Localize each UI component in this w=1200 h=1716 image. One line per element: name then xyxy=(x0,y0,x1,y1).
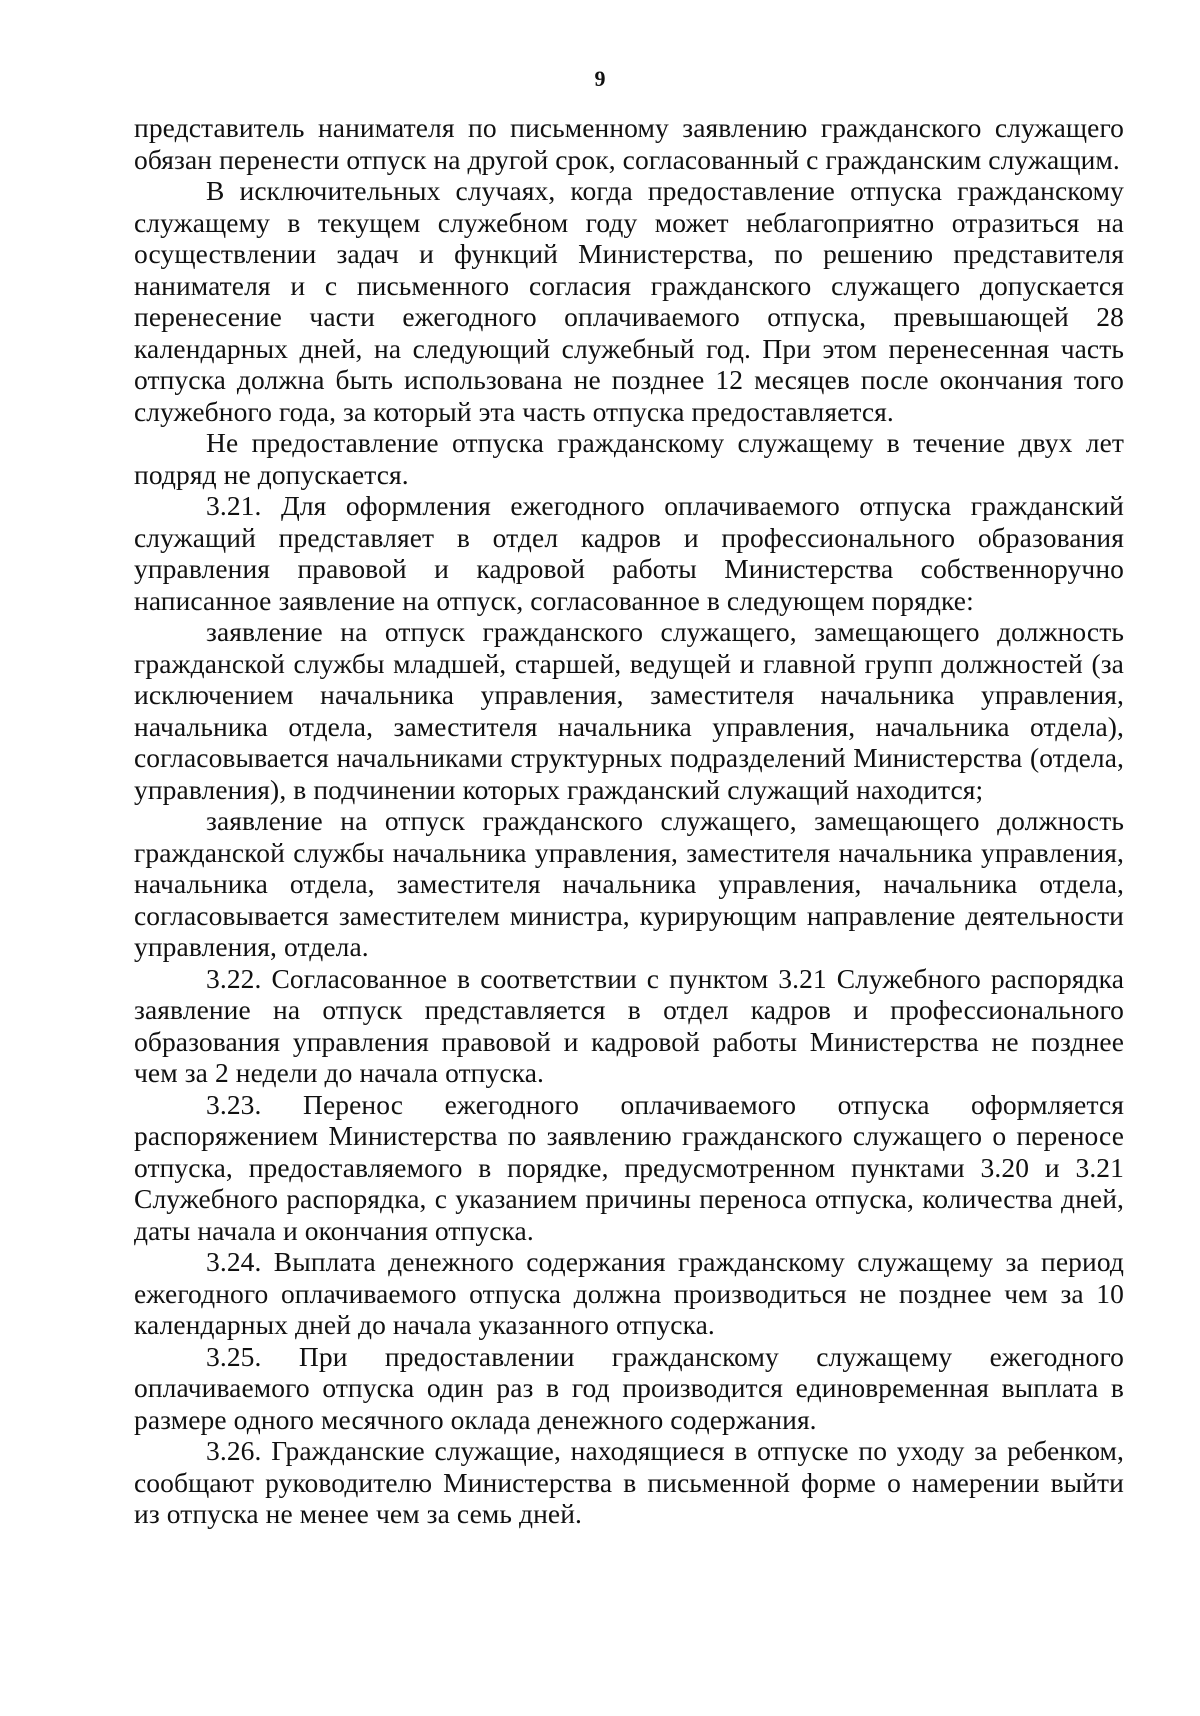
paragraph-3-23: 3.23. Перенос ежегодного оплачиваемого отпуска оформляется распоряжением Министерства по заявлению гражданского служащего о переносе отпуска, предоставляемого в порядке, предусмотренном пунктами 3.20 и 3.21 Служебного распорядка, с указанием причины переноса отпуска, количества дней, даты начала и окончания отпуска. xyxy=(134,1088,1124,1246)
paragraph-exceptional-cases: В исключительных случаях, когда предоставление отпуска гражданскому служащему в текущем служебном году может неблагоприятно отразиться на осуществлении задач и функций Министерства, по решению представителя нанимателя и с письменного согласия гражданского служащего допускается перенесение части ежегодного оплачиваемого отпуска, превышающей 28 календарных дней, на следующий служебный год. При этом перенесенная часть отпуска должна быть использована не позднее 12 месяцев после окончания того служебного года, за который эта часть отпуска предоставляется. xyxy=(134,175,1124,427)
paragraph-3-24: 3.24. Выплата денежного содержания гражданскому служащему за период ежегодного оплачиваемого отпуска должна производиться не позднее чем за 10 календарных дней до начала указанного отпуска. xyxy=(134,1246,1124,1340)
paragraph-3-21-junior-groups: заявление на отпуск гражданского служащего, замещающего должность гражданской службы младшей, старшей, ведущей и главной групп должностей (за исключением начальника управления, заместителя начальника управления, начальника отдела, заместителя начальника управления, начальника отдела), согласовывается начальниками структурных подразделений Министерства (отдела, управления), в подчинении которых гражданский служащий находится; xyxy=(134,616,1124,805)
paragraph-3-26: 3.26. Гражданские служащие, находящиеся в отпуске по уходу за ребенком, сообщают руководителю Министерства в письменной форме о намерении выйти из отпуска не менее чем за семь дней. xyxy=(134,1435,1124,1529)
paragraph-continuation: представитель нанимателя по письменному заявлению гражданского служащего обязан перенести отпуск на другой срок, согласованный с гражданским служащим. xyxy=(134,112,1124,175)
document-body xyxy=(134,112,1124,1530)
paragraph-two-years: Не предоставление отпуска гражданскому служащему в течение двух лет подряд не допускается. xyxy=(134,427,1124,490)
page-number: 9 xyxy=(594,66,606,91)
paragraph-3-25: 3.25. При предоставлении гражданскому служащему ежегодного оплачиваемого отпуска один раз в год производится единовременная выплата в размере одного месячного оклада денежного содержания. xyxy=(134,1340,1124,1435)
paragraph-3-22: 3.22. Согласованное в соответствии с пунктом 3.21 Служебного распорядка заявление на отпуск представляется в отдел кадров и профессионального образования управления правовой и кадровой работы Министерства не позднее чем за 2 недели до начала отпуска. xyxy=(134,962,1124,1088)
paragraph-3-21: 3.21. Для оформления ежегодного оплачиваемого отпуска гражданский служащий представляет в отдел кадров и профессионального образования управления правовой и кадровой работы Министерства собственноручно написанное заявление на отпуск, согласованное в следующем порядке: xyxy=(134,490,1124,616)
paragraph-3-21-heads: заявление на отпуск гражданского служащего, замещающего должность гражданской службы начальника управления, заместителя начальника управления, начальника отдела, заместителя начальника управления, начальника отдела, согласовывается заместителем министра, курирующим направление деятельности управления, отдела. xyxy=(134,805,1124,962)
